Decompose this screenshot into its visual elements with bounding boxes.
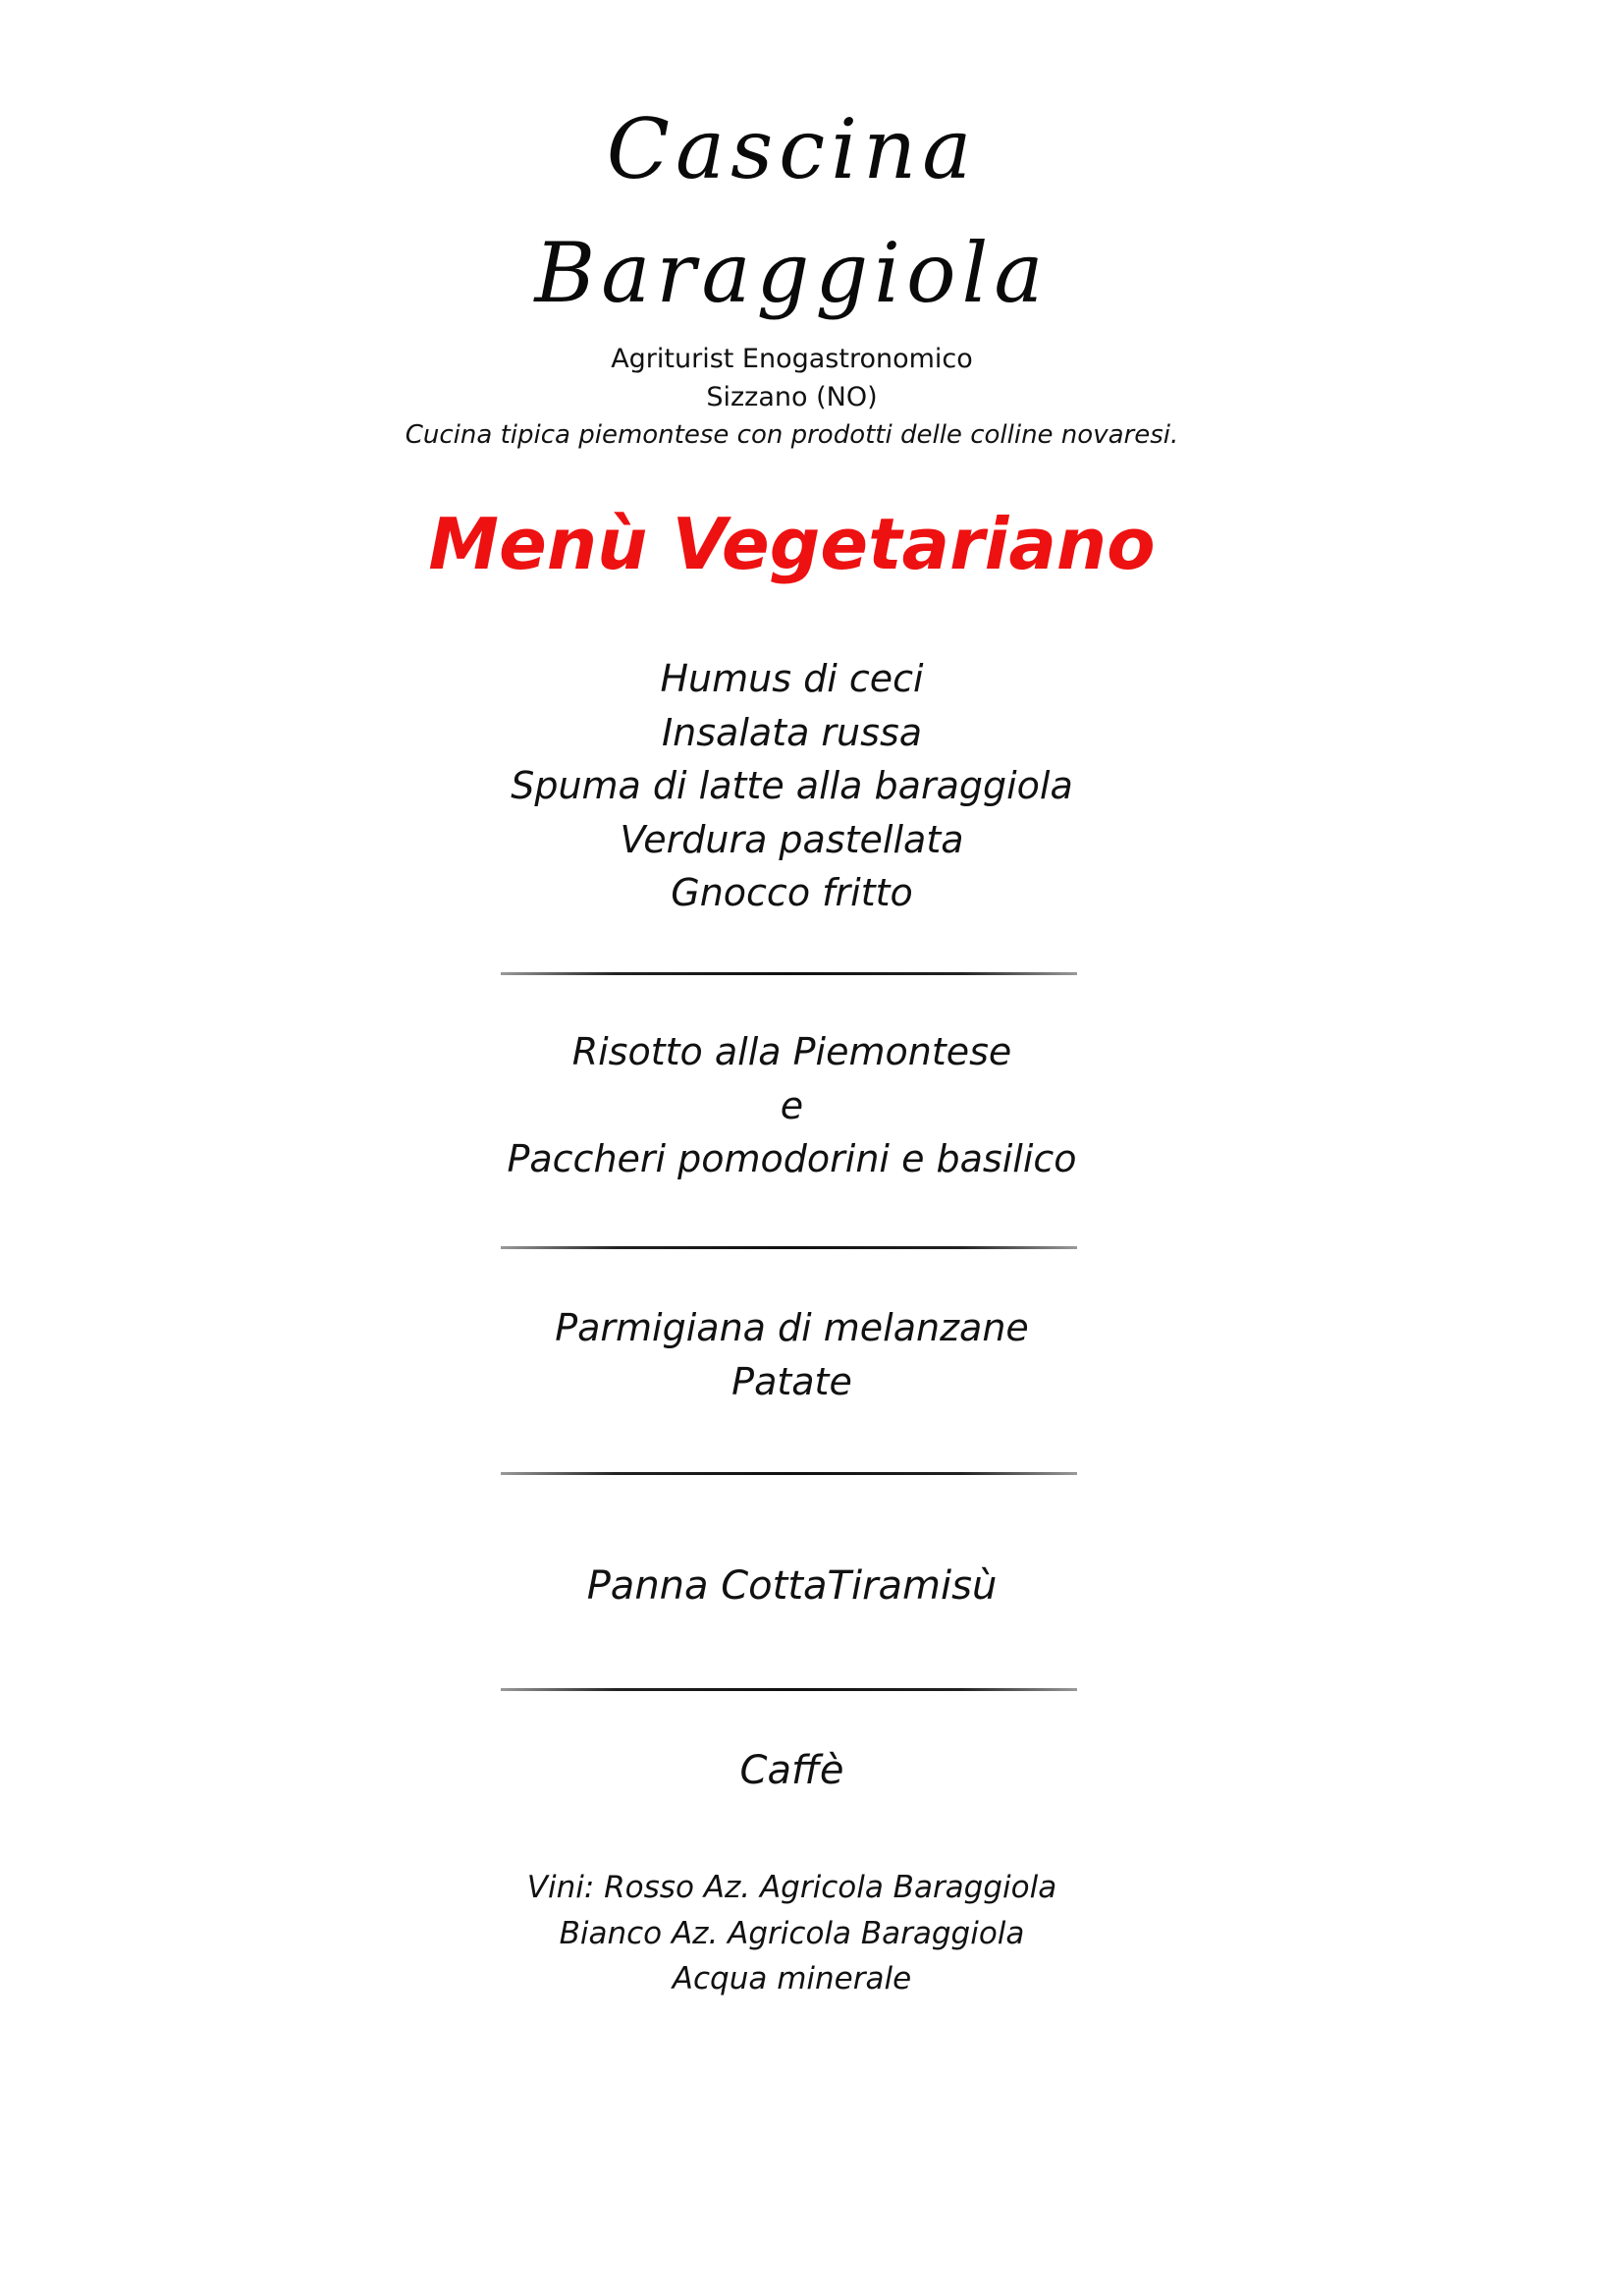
- restaurant-type: Agriturist Enogastronomico: [611, 344, 973, 374]
- beverage-item: Acqua minerale: [672, 1961, 912, 1996]
- section-divider: [501, 1472, 1077, 1475]
- antipasti-section: [0, 652, 1584, 920]
- restaurant-tagline: Cucina tipica piemontese con prodotti delle colline novaresi.: [405, 420, 1179, 450]
- restaurant-location: Sizzano (NO): [706, 382, 878, 412]
- dish-item: Insalata russa: [661, 710, 923, 754]
- beverage-item: Bianco Az. Agricola Baraggiola: [559, 1915, 1025, 1951]
- dish-item: Paccheri pomodorini e basilico: [507, 1137, 1077, 1180]
- restaurant-name-line-1: Cascina: [606, 101, 978, 197]
- beverage-item: Vini: Rosso Az. Agricola Baraggiola: [526, 1870, 1057, 1905]
- menu-title: Menù Vegetariano: [428, 503, 1156, 585]
- restaurant-name-line-2: Baraggiola: [534, 225, 1050, 321]
- dish-item: Parmigiana di melanzane: [555, 1306, 1029, 1349]
- beverages-section: [0, 1865, 1584, 2002]
- caffe-section: [0, 1744, 1584, 1798]
- dish-item: Spuma di latte alla baraggiola: [511, 764, 1073, 807]
- dish-item: Gnocco fritto: [671, 871, 913, 914]
- dish-connector: e: [780, 1083, 804, 1127]
- section-divider: [501, 1688, 1077, 1691]
- dolci-section: [0, 1559, 1584, 1613]
- dish-item: Humus di ceci: [660, 657, 924, 700]
- section-divider: [501, 972, 1077, 975]
- dish-item: Verdura pastellata: [620, 817, 964, 861]
- dish-item: Risotto alla Piemontese: [571, 1030, 1012, 1073]
- section-divider: [501, 1246, 1077, 1249]
- dish-item: Patate: [731, 1359, 852, 1403]
- secondi-section: [0, 1301, 1584, 1408]
- primi-section: [0, 1025, 1584, 1186]
- dish-item: Caffè: [739, 1748, 844, 1793]
- dish-item: Panna CottaTiramisù: [586, 1563, 998, 1609]
